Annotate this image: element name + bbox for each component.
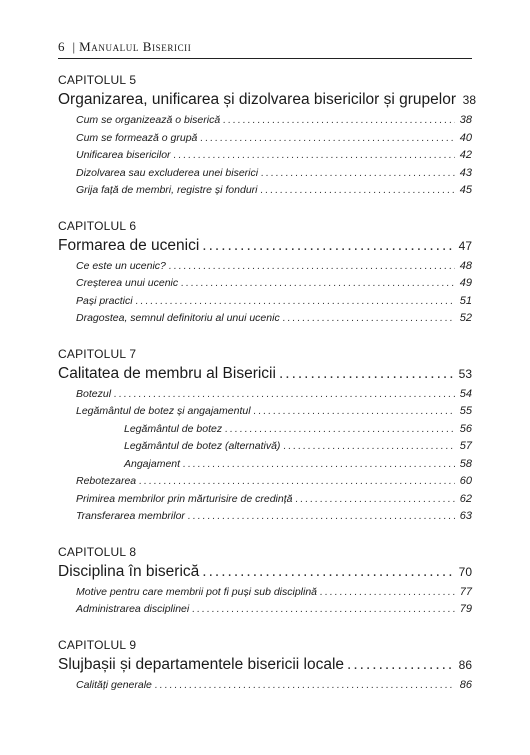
entry-page: 60: [459, 475, 472, 487]
toc-entry[interactable]: [58, 386, 472, 404]
entry-page: 51: [459, 294, 472, 307]
entry-title: Cum se formează o grupă: [76, 131, 198, 144]
chapter-page: 53: [458, 366, 472, 381]
toc-entry[interactable]: [58, 130, 472, 148]
chapter-title-row[interactable]: [58, 561, 472, 583]
dot-leader: [202, 561, 455, 583]
entry-title: Unificarea bisericilor: [76, 149, 171, 161]
toc-entry[interactable]: [58, 112, 472, 130]
entry-page: 45: [459, 184, 472, 196]
dot-leader: [136, 293, 455, 311]
dot-leader: [174, 147, 455, 165]
toc-entry[interactable]: [58, 473, 472, 491]
chapter-9: [58, 638, 472, 695]
chapter-title-row[interactable]: [58, 235, 472, 257]
chapter-title-row[interactable]: [58, 89, 477, 111]
dot-leader: [200, 130, 455, 148]
entry-title: Dragostea, semnul definitoriu al unui ucenic: [76, 312, 280, 324]
toc-entry[interactable]: [58, 275, 472, 293]
entry-page: 63: [459, 510, 472, 522]
dot-leader: [183, 456, 455, 474]
chapter-page: 70: [458, 564, 472, 579]
toc-entry[interactable]: [58, 403, 472, 421]
entry-page: 54: [459, 387, 472, 400]
dot-leader: [192, 601, 455, 619]
chapter-label: CAPITOLUL 6: [58, 218, 137, 233]
chapter-title-row[interactable]: [58, 363, 472, 385]
dot-leader: [261, 165, 455, 183]
toc-entry[interactable]: [58, 508, 472, 526]
entry-page: 48: [459, 259, 472, 272]
entry-title: Botezul: [76, 387, 112, 400]
toc-entry[interactable]: [58, 293, 472, 311]
entry-page: 49: [459, 277, 472, 289]
chapter-page: 86: [458, 657, 472, 672]
entry-title: Legământul de botez și angajamentul: [76, 405, 251, 417]
entry-title: Rebotezarea: [76, 475, 137, 487]
header-separator: |: [72, 39, 76, 54]
toc-entry[interactable]: [58, 182, 472, 200]
chapter-5: [58, 73, 477, 200]
entry-page: 52: [459, 312, 472, 324]
toc-entry[interactable]: [58, 491, 472, 509]
entry-title: Creșterea unui ucenic: [76, 277, 179, 289]
chapter-7: [58, 347, 472, 526]
dot-leader: [114, 386, 455, 404]
chapter-title: Calitatea de membru al Bisericii: [58, 364, 276, 382]
dot-leader: [260, 182, 455, 200]
table-of-contents: [58, 73, 477, 713]
dot-leader: [347, 654, 455, 676]
dot-leader: [155, 677, 455, 695]
entry-page: 40: [459, 131, 472, 144]
dot-leader: [169, 258, 455, 276]
toc-subentry[interactable]: [58, 421, 472, 439]
page-number: 6: [58, 39, 65, 54]
entry-page: 62: [459, 492, 472, 505]
chapter-title: Organizarea, unificarea și dizolvarea bisericilor și grupelor: [58, 91, 457, 108]
toc-subentry[interactable]: [58, 456, 472, 474]
entry-title: Ce este un ucenic?: [76, 259, 166, 272]
dot-leader: [188, 508, 455, 526]
toc-entry[interactable]: [58, 165, 472, 183]
entry-page: 42: [459, 149, 472, 161]
dot-leader: [223, 112, 455, 130]
entry-title: Legământul de botez (alternativă): [124, 440, 281, 452]
entry-page: 79: [459, 603, 472, 615]
entry-title: Motive pentru care membrii pot fi puși sub disciplină: [76, 585, 318, 598]
chapter-title: Formarea de ucenici: [58, 236, 200, 254]
entry-page: 56: [459, 422, 472, 435]
entry-page: 58: [459, 457, 472, 470]
running-header: [58, 38, 472, 59]
dot-leader: [254, 403, 455, 421]
toc-entry[interactable]: [58, 258, 472, 276]
entry-title: Dizolvarea sau excluderea unei biserici: [76, 166, 259, 179]
dot-leader: [139, 473, 455, 491]
dot-leader: [181, 275, 455, 293]
dot-leader: [225, 421, 455, 439]
entry-page: 86: [459, 678, 472, 691]
chapter-label: CAPITOLUL 8: [58, 544, 137, 559]
dot-leader: [283, 310, 455, 328]
entry-title: Angajament: [124, 457, 181, 470]
chapter-label: CAPITOLUL 9: [58, 637, 137, 652]
dot-leader: [295, 491, 455, 509]
entry-title: Pași practici: [76, 294, 133, 307]
entry-page: 55: [459, 405, 472, 417]
chapter-title-row[interactable]: [58, 654, 472, 676]
chapter-title: Disciplina în biserică: [58, 562, 200, 580]
entry-title: Grija față de membri, registre și fonduri: [76, 184, 258, 196]
chapter-page: 47: [458, 238, 472, 253]
toc-entry[interactable]: [58, 310, 472, 328]
toc-entry[interactable]: [58, 601, 472, 619]
toc-entry[interactable]: [58, 584, 472, 602]
chapter-label: CAPITOLUL 7: [58, 346, 137, 361]
entry-page: 57: [459, 440, 472, 452]
dot-leader: [202, 235, 455, 257]
entry-title: Cum se organizează o biserică: [76, 114, 221, 126]
chapter-8: [58, 545, 472, 619]
entry-page: 38: [459, 114, 472, 126]
dot-leader: [320, 584, 455, 602]
book-title: Manualul Bisericii: [79, 39, 192, 54]
toc-subentry[interactable]: [58, 438, 472, 456]
chapter-6: [58, 219, 472, 328]
chapter-label: CAPITOLUL 5: [58, 73, 137, 87]
entry-title: Calități generale: [76, 678, 152, 691]
dot-leader: [283, 438, 455, 456]
entry-title: Primirea membrilor prin mărturisire de credință: [76, 492, 293, 505]
toc-entry[interactable]: [58, 677, 472, 695]
entry-title: Legământul de botez: [124, 422, 223, 435]
entry-title: Administrarea disciplinei: [76, 603, 190, 615]
toc-entry[interactable]: [58, 147, 472, 165]
entry-page: 43: [459, 166, 472, 179]
chapter-page: 38: [462, 93, 477, 107]
entry-title: Transferarea membrilor: [76, 510, 185, 522]
entry-page: 77: [459, 585, 472, 598]
dot-leader: [279, 363, 455, 385]
chapter-title: Slujbașii și departamentele bisericii locale: [58, 655, 345, 673]
